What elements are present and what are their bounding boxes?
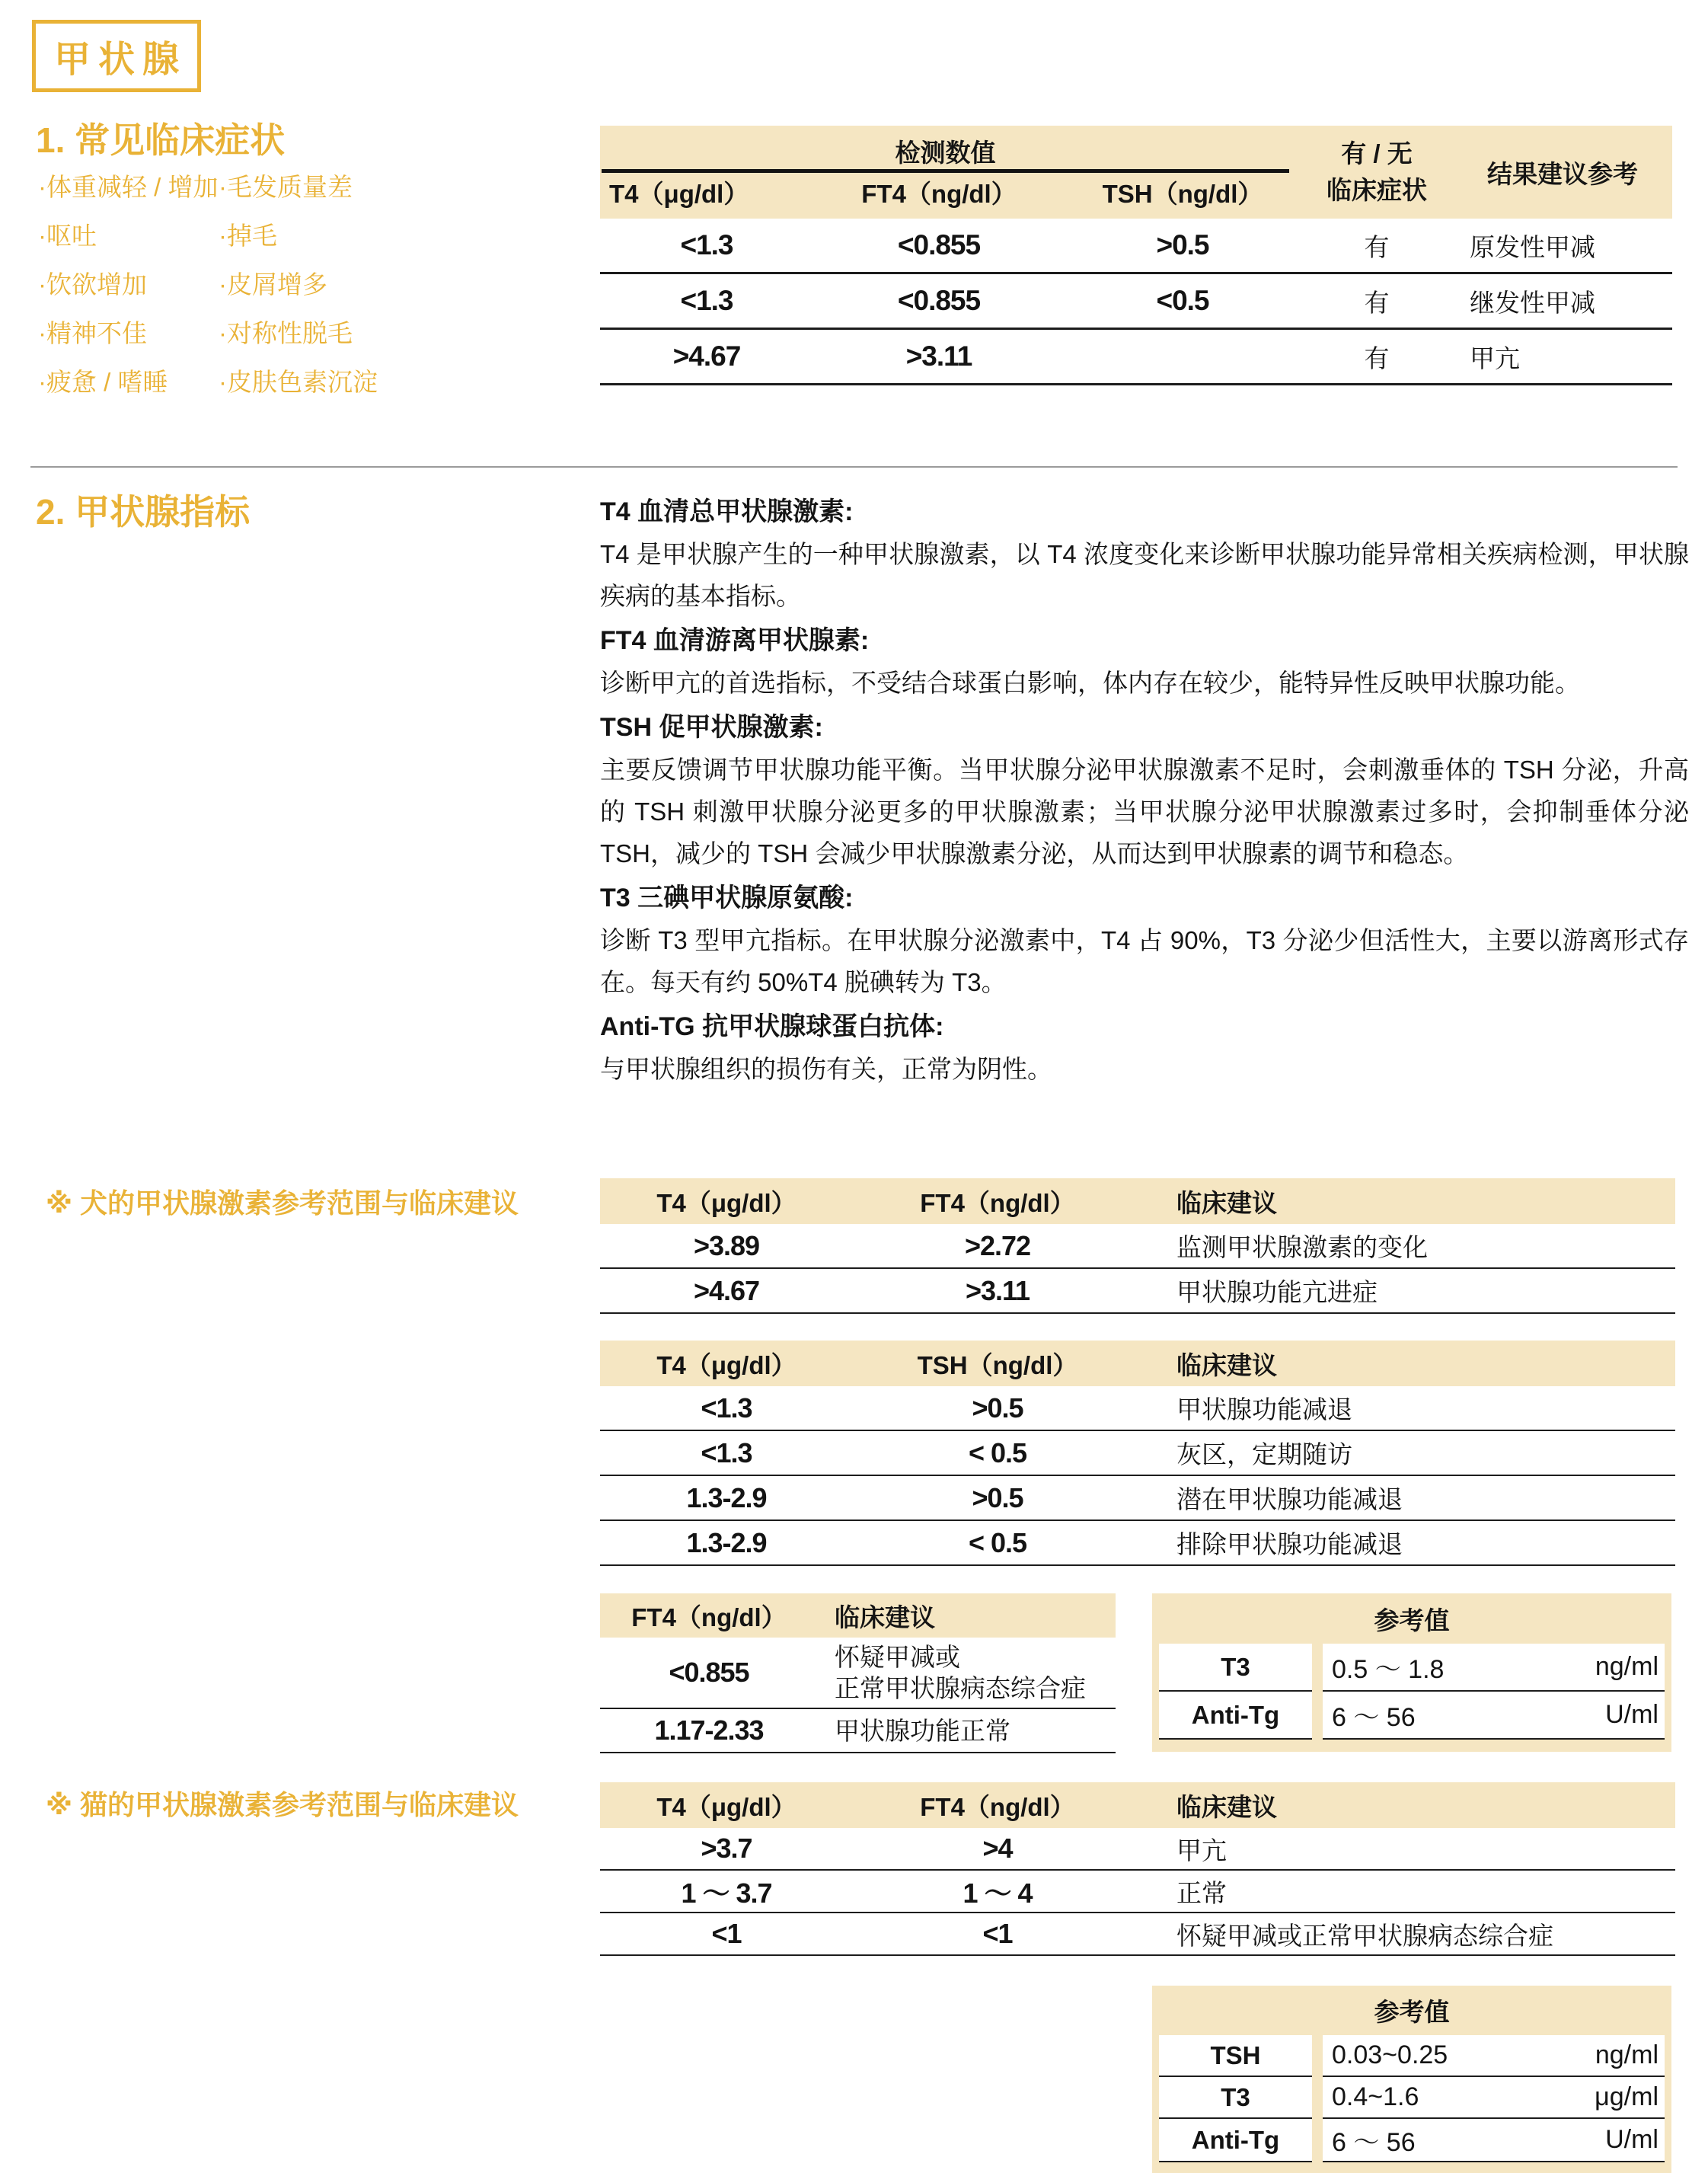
ft4-value: >3.11 <box>905 340 972 372</box>
detection-values-header: 检测数值 <box>895 139 996 167</box>
advice-text: 灰区，定期随访 <box>1176 1440 1352 1468</box>
advice-text: 潜在甲状腺功能减退 <box>1176 1485 1403 1513</box>
advice-text: 监测甲状腺激素的变化 <box>1176 1233 1428 1261</box>
range-unit: U/ml <box>1605 1700 1659 1729</box>
t4-value: 1.3-2.9 <box>686 1481 767 1513</box>
symptom-item: ·对称性脱毛 <box>219 319 353 347</box>
range-value: 6 ～ 56 <box>1332 2128 1416 2157</box>
symptom-item: ·精神不佳 <box>38 319 147 347</box>
page-title-box <box>32 20 201 92</box>
ft4-value: 1 ～ 4 <box>963 1877 1033 1909</box>
analyte-label: TSH <box>1159 2035 1312 2077</box>
advice-line1: 怀疑甲减或 <box>835 1643 960 1671</box>
table-row <box>600 1871 1675 1913</box>
advice-text: 甲状腺功能减退 <box>1176 1395 1352 1424</box>
section1-heading: 1. 常见临床症状 <box>36 120 286 160</box>
advice-text: 甲状腺功能亢进症 <box>1176 1278 1378 1306</box>
range-value: 6 ～ 56 <box>1332 1703 1416 1732</box>
reference-range <box>1323 2077 1665 2119</box>
t4-value: <1 <box>711 1918 742 1949</box>
table-row <box>600 1709 1116 1753</box>
dog-reference-label: ※ 犬的甲状腺激素参考范围与临床建议 <box>46 1187 519 1219</box>
column-header-symptoms <box>1301 136 1453 209</box>
ft4-value: >4 <box>982 1833 1013 1864</box>
t4-value: >3.89 <box>693 1229 760 1261</box>
reference-range <box>1323 1644 1665 1692</box>
column-header-tsh: TSH（ng/dl） <box>1102 180 1263 208</box>
analyte-label: Anti-Tg <box>1159 2119 1312 2162</box>
reference-row <box>1159 2119 1665 2162</box>
reference-range <box>1323 2035 1665 2077</box>
column-header-ft4: FT4（ng/dl） <box>920 1792 1075 1821</box>
column-header-advice: 临床建议 <box>1176 1188 1277 1217</box>
table-row <box>600 1224 1675 1269</box>
result-text: 原发性甲减 <box>1470 232 1595 261</box>
symptom-list-col2 <box>219 163 378 407</box>
range-unit: μg/ml <box>1595 2082 1659 2111</box>
dog-t4-ft4-table <box>600 1178 1675 1314</box>
gap <box>1312 2077 1323 2119</box>
reference-row <box>1159 2035 1665 2077</box>
table-row <box>600 1828 1675 1871</box>
gap <box>1312 2035 1323 2077</box>
range-unit: U/ml <box>1605 2125 1659 2154</box>
ft4-value: <0.855 <box>897 285 981 316</box>
indicator-title-tsh: TSH 促甲状腺激素: <box>600 713 823 742</box>
t4-value: <1.3 <box>701 1436 752 1468</box>
header-rule <box>602 169 1289 173</box>
indicator-descriptions <box>600 491 1689 1090</box>
symptom-list-col1 <box>38 163 219 407</box>
reference-range <box>1323 2119 1665 2162</box>
table-header-row <box>600 1341 1675 1386</box>
tsh-value: <0.5 <box>1156 285 1209 316</box>
indicator-body-tsh: 主要反馈调节甲状腺功能平衡。当甲状腺分泌甲状腺激素不足时，会刺激垂体的 TSH 分泌，升高的 TSH 刺激甲状腺分泌更多的甲状腺激素；当甲状腺分泌甲状腺激素过多时，会抑制垂体分泌 TSH，减少的 TSH 会减少甲状腺激素分泌，从而达到甲状腺素的调节和稳态。 <box>600 756 1689 868</box>
t4-value: 1 ～ 3.7 <box>681 1877 772 1909</box>
symptom-item: ·毛发质量差 <box>219 173 353 201</box>
indicator-title-ft4: FT4 血清游离甲状腺素: <box>600 626 870 655</box>
clinical-table-header <box>600 126 1672 219</box>
symptom-flag: 有 <box>1364 344 1390 372</box>
column-header-t4: T4（μg/dl） <box>609 180 749 208</box>
column-header-t4: T4（μg/dl） <box>656 1350 797 1379</box>
symptom-header-line2: 临床症状 <box>1326 176 1427 204</box>
advice-text: 甲状腺功能正常 <box>835 1716 1010 1745</box>
clinical-results-table <box>600 126 1672 385</box>
table-header-row <box>600 1593 1116 1638</box>
reference-row <box>1159 2077 1665 2119</box>
t4-value: <1.3 <box>680 229 733 260</box>
analyte-label: Anti-Tg <box>1159 1692 1312 1740</box>
dog-reference-values-box <box>1152 1593 1671 1752</box>
table-row <box>600 1638 1116 1709</box>
column-header-advice: 临床建议 <box>1176 1350 1277 1379</box>
table-row <box>600 1386 1675 1431</box>
range-unit: ng/ml <box>1595 1652 1659 1681</box>
symptom-item: ·呕吐 <box>38 222 97 250</box>
column-header-ft4: FT4（ng/dl） <box>861 180 1017 208</box>
advice-text <box>818 1641 1116 1704</box>
indicator-title-t4: T4 血清总甲状腺激素: <box>600 497 854 526</box>
range-value: 0.5 ～ 1.8 <box>1332 1655 1445 1684</box>
table-row <box>600 274 1672 330</box>
symptom-item: ·饮欲增加 <box>38 270 147 299</box>
t4-value: >4.67 <box>672 340 741 372</box>
indicator-title-antitg: Anti-TG 抗甲状腺球蛋白抗体: <box>600 1012 944 1041</box>
symptom-item: ·掉毛 <box>219 222 277 250</box>
dog-ft4-table <box>600 1593 1116 1753</box>
ft4-value: <0.855 <box>669 1657 749 1688</box>
tsh-value: >0.5 <box>972 1392 1023 1424</box>
symptom-item: ·皮屑增多 <box>219 270 327 299</box>
column-header-t4: T4（μg/dl） <box>656 1792 797 1821</box>
cat-reference-values-box <box>1152 1986 1671 2173</box>
dog-t4-tsh-table <box>600 1341 1675 1566</box>
table-header-row <box>600 1178 1675 1224</box>
section2-heading: 2. 甲状腺指标 <box>36 492 251 532</box>
result-text: 继发性甲减 <box>1470 288 1595 317</box>
gap <box>1312 1692 1323 1740</box>
t4-value: 1.3-2.9 <box>686 1526 767 1558</box>
table-row <box>600 1269 1675 1314</box>
range-value: 0.4~1.6 <box>1332 2082 1419 2111</box>
advice-text: 甲亢 <box>1176 1836 1227 1865</box>
ft4-value: >3.11 <box>965 1274 1030 1306</box>
table-row <box>600 1431 1675 1476</box>
symptom-flag: 有 <box>1364 288 1390 317</box>
tsh-value: >0.5 <box>972 1481 1023 1513</box>
column-header-result: 结果建议参考 <box>1487 159 1638 188</box>
column-header-ft4: FT4（ng/dl） <box>920 1188 1075 1217</box>
gap <box>1312 2119 1323 2162</box>
ft4-value: >2.72 <box>964 1229 1031 1261</box>
column-header-t4: T4（μg/dl） <box>656 1188 797 1217</box>
reference-range <box>1323 1692 1665 1740</box>
table-header-row <box>600 1782 1675 1828</box>
symptom-header-line1: 有 / 无 <box>1341 139 1413 168</box>
indicator-body-ft4: 诊断甲亢的首选指标，不受结合球蛋白影响，体内存在较少，能特异性反映甲状腺功能。 <box>600 669 1580 697</box>
symptom-item: ·疲惫 / 嗜睡 <box>38 368 168 396</box>
symptom-item: ·体重减轻 / 增加 <box>38 173 219 201</box>
t4-value: <1.3 <box>680 285 733 316</box>
column-header-tsh: TSH（ng/dl） <box>917 1350 1078 1379</box>
t4-value: >3.7 <box>701 1833 752 1864</box>
indicator-body-t3: 诊断 T3 型甲亢指标。在甲状腺分泌激素中，T4 占 90%，T3 分泌少但活性大，主要以游离形式存在。每天有约 50%T4 脱碘转为 T3。 <box>600 926 1689 996</box>
column-header-advice: 临床建议 <box>835 1603 935 1631</box>
table-row <box>600 1521 1675 1566</box>
reference-row <box>1159 1644 1665 1692</box>
result-text: 甲亢 <box>1470 344 1520 372</box>
table-row <box>600 330 1672 385</box>
t4-value: <1.3 <box>701 1392 752 1424</box>
indicator-title-t3: T3 三碘甲状腺原氨酸: <box>600 884 854 912</box>
symptom-item: ·皮肤色素沉淀 <box>219 368 378 396</box>
reference-value-header: 参考值 <box>1374 1606 1450 1635</box>
column-header-ft4: FT4（ng/dl） <box>631 1603 787 1631</box>
indicator-body-antitg: 与甲状腺组织的损伤有关，正常为阴性。 <box>600 1055 1052 1083</box>
column-header-advice: 临床建议 <box>1176 1792 1277 1821</box>
indicator-body-t4: T4 是甲状腺产生的一种甲状腺激素，以 T4 浓度变化来诊断甲状腺功能异常相关疾病检测，甲状腺疾病的基本指标。 <box>600 540 1689 610</box>
table-row <box>600 1476 1675 1521</box>
reference-row <box>1159 1692 1665 1740</box>
range-unit: ng/ml <box>1595 2040 1659 2069</box>
cat-reference-label: ※ 猫的甲状腺激素参考范围与临床建议 <box>46 1789 519 1820</box>
ft4-value: <0.855 <box>897 229 981 260</box>
advice-text: 排除甲状腺功能减退 <box>1176 1530 1403 1558</box>
page-title: 甲状腺 <box>53 40 187 80</box>
table-row <box>600 219 1672 274</box>
advice-text: 正常 <box>1176 1878 1227 1907</box>
ft4-value: 1.17-2.33 <box>654 1714 764 1746</box>
section-divider <box>30 466 1678 468</box>
table-row <box>600 1913 1675 1956</box>
advice-line2: 正常甲状腺病态综合症 <box>835 1674 1086 1702</box>
analyte-label: T3 <box>1159 2077 1312 2119</box>
reference-value-header: 参考值 <box>1374 1998 1450 2026</box>
tsh-value: >0.5 <box>1156 229 1209 260</box>
tsh-value: < 0.5 <box>968 1436 1027 1468</box>
symptom-flag: 有 <box>1364 232 1390 261</box>
cat-t4-ft4-table <box>600 1782 1675 1956</box>
ft4-value: <1 <box>982 1918 1013 1949</box>
gap <box>1312 1644 1323 1692</box>
analyte-label: T3 <box>1159 1644 1312 1692</box>
advice-text: 怀疑甲减或正常甲状腺病态综合症 <box>1176 1921 1553 1950</box>
tsh-value: < 0.5 <box>968 1526 1027 1558</box>
t4-value: >4.67 <box>693 1274 760 1306</box>
range-value: 0.03~0.25 <box>1332 2040 1448 2069</box>
